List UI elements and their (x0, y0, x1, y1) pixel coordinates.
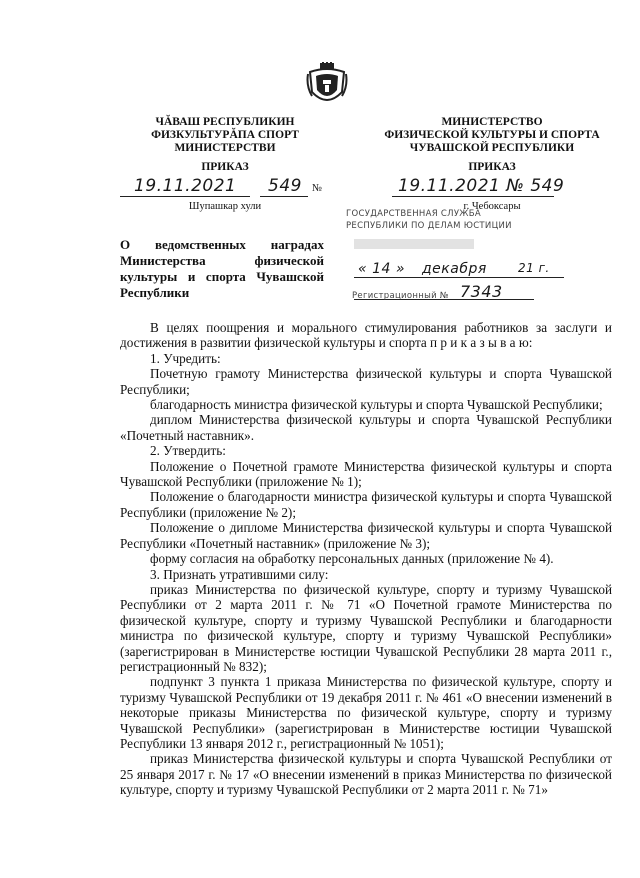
doc-type-left: ПРИКАЗ (201, 161, 249, 173)
right-city: г. Чебоксары (463, 201, 521, 212)
header-left (120, 116, 330, 155)
header-right-line-2: ФИЗИЧЕСКОЙ КУЛЬТУРЫ И СПОРТА (384, 129, 600, 141)
registration-stamp (342, 209, 582, 309)
paragraph-3a: приказ Министерства по физической культуре, спорту и туризму Чувашской Республики от 2 марта 2011 г. № 71 «О Почетной грамоте Министерства по физической культуре, спорту и туризму Чувашской Республики и благодарности министра по физической культуре, спорту и туризму Чувашской Республики» (зарегистрирован в Министерстве юстиции Чувашской Республики 28 марта 2011 г., регистрационный № 832); (120, 581, 612, 674)
paragraph-3: 3. Признать утратившими силу: (150, 566, 329, 582)
paragraph-3b: подпункт 3 пункта 1 приказа Министерства по физической культуре, спорту и туризму Чувашской Республики от 19 декабря 2011 г. № 461 «О внесении изменений в некоторые приказы Министерства по физической культуре, спорту и туризму Чувашской Республики» (зарегистрирован в Министерстве юстиции Чувашской Республики 13 января 2012 г., регистрационный № 1051); (120, 674, 612, 751)
right-date-number: 19.11.2021 № 549 (398, 176, 565, 196)
left-date: 19.11.2021 (134, 176, 237, 196)
paragraph-2a: Положение о Почетной грамоте Министерства физической культуры и спорта Чувашской Республики (приложение № 1); (120, 458, 612, 490)
stamp-year: 21 г. (518, 261, 550, 275)
stamp-reg-number: 7343 (460, 282, 503, 301)
doc-type-right: ПРИКАЗ (468, 161, 516, 173)
paragraph-2d: форму согласия на обработку персональных данных (приложение № 4). (150, 551, 554, 567)
paragraph-2c: Положение о дипломе Министерства физической культуры и спорта Чувашской Республики «Почетный наставник» (приложение № 3); (120, 520, 612, 551)
stamp-reg-label: Регистрационный № (352, 291, 450, 301)
header-right-line-1: МИНИСТЕРСТВО (441, 116, 543, 128)
stamp-day: « 14 » (358, 261, 405, 277)
header-left-line-2: ФИЗКУЛЬТУРĂПА СПОРТ (151, 129, 299, 141)
chuvash-emblem-icon (306, 62, 348, 110)
number-sign: № (312, 183, 323, 194)
document-title: О ведомственных наградах Министерства физической культуры и спорта Чувашской Республики (120, 237, 324, 300)
paragraph-2b: Положение о благодарности министра физической культуры и спорта Чувашской Республики (приложение № 2); (120, 489, 612, 520)
paragraph-3c: приказ Министерства физической культуры и спорта Чувашской Республики от 25 января 2017 г. № 17 «О внесении изменений в приказ Министерства по физической культуре, спорту и туризму Чувашской Республики от 2 марта 2011 г. № 71» (120, 751, 612, 798)
header-right-line-3: ЧУВАШСКОЙ РЕСПУБЛИКИ (409, 142, 575, 154)
paragraph-1: 1. Учредить: (150, 350, 221, 366)
header-left-line-1: ЧĂВАШ РЕСПУБЛИКИН (155, 116, 295, 128)
paragraph-intro: В целях поощрения и морального стимулирования работников за заслуги и достижения в развитии физической культуры и спорта п р и к а з ы в а ю: (120, 320, 612, 351)
paragraph-1a: Почетную грамоту Министерства физической культуры и спорта Чувашской Республики; (120, 366, 612, 397)
stamp-line-1: ГОСУДАРСТВЕННАЯ СЛУЖБА (346, 209, 482, 219)
paragraph-1b: благодарность министра физической культуры и спорта Чувашской Республики; (150, 397, 603, 413)
paragraph-1c: диплом Министерства физической культуры и спорта Чувашской Республики «Почетный наставник». (120, 412, 612, 443)
document-body (120, 320, 612, 798)
header-right (372, 116, 612, 155)
paragraph-2: 2. Утвердить: (150, 443, 226, 459)
left-city: Шупашкар хули (188, 201, 262, 212)
header-left-line-3: МИНИСТЕРСТВИ (174, 142, 276, 154)
stamp-line-2: РЕСПУБЛИКИ ПО ДЕЛАМ ЮСТИЦИИ (346, 221, 512, 231)
stamp-month: декабря (422, 261, 487, 277)
left-number: 549 (268, 176, 302, 196)
